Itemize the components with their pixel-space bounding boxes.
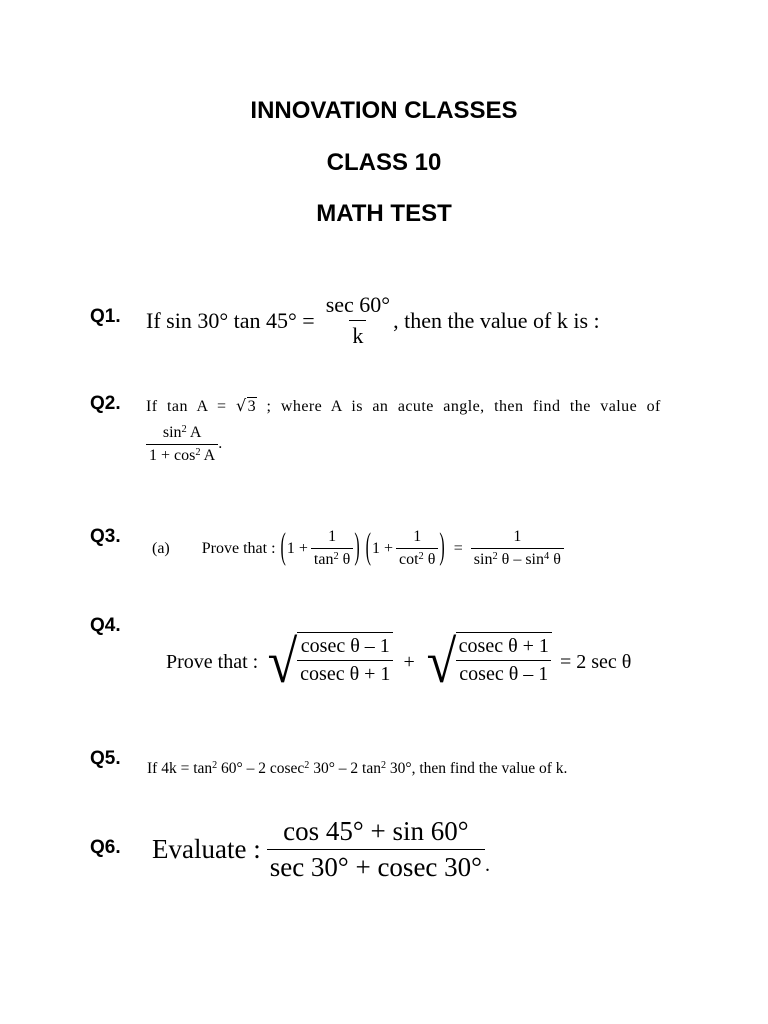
q6-numerator: cos 45° + sin 60° (283, 816, 469, 846)
q3-equals: = (453, 539, 463, 557)
question-6-label: Q6. (90, 837, 121, 858)
q4-fraction-1 (297, 635, 393, 686)
q3-denominator-2: $\cot^2 \theta$ (396, 548, 438, 569)
question-2-line-1 (146, 396, 661, 416)
q2-denominator: $1 + \cos^2 A$ (146, 444, 218, 465)
open-paren-icon: ( (365, 527, 371, 567)
question-5-label: Q5. (90, 748, 121, 769)
sqrt-icon: √ (267, 629, 298, 695)
q4-rhs: = 2 sec θ (559, 650, 632, 673)
q4-radical-2 (425, 629, 552, 695)
subject-title: MATH TEST (316, 200, 452, 227)
q6-evaluate-text: Evaluate : (152, 834, 261, 864)
q6-denominator: sec 30° + cosec 30° (267, 849, 485, 883)
q4-prove-text: Prove that : (166, 650, 259, 673)
question-3-label: Q3. (90, 526, 121, 547)
q3-fraction-2 (396, 528, 438, 569)
q3-part-label: (a) (152, 539, 170, 557)
q3-numerator-2: 1 (413, 528, 422, 545)
question-3-body (152, 528, 564, 569)
sqrt-icon: √ (235, 396, 247, 415)
q2-period: . (218, 435, 223, 453)
q3-denominator-1: $\tan^2 \theta$ (311, 548, 353, 569)
q4-radical-1 (266, 629, 393, 695)
q1-lhs: If sin 30° tan 45° = (146, 307, 315, 333)
q2-numerator: $\sin^2 A$ (162, 423, 202, 441)
question-4-label: Q4. (90, 615, 121, 636)
question-2-label: Q2. (90, 393, 121, 414)
q2-trail-text: ; where A is an acute angle, then find the value of (266, 398, 661, 415)
question-1-label: Q1. (90, 306, 121, 327)
q6-period: . (484, 854, 490, 876)
q2-lead-text: If tan A = (146, 398, 227, 415)
question-2-expression (146, 424, 222, 465)
q4-denominator-2: cosec θ – 1 (456, 660, 551, 686)
q3-one-a: 1 + (286, 539, 308, 557)
close-paren-icon: ) (439, 527, 445, 567)
q3-numerator-3: 1 (513, 528, 522, 545)
q4-fraction-2 (456, 635, 552, 686)
q3-prove-text: Prove that : (201, 539, 276, 557)
question-5-body: If $4k = \tan^2 60^\circ - 2$ cosec$^2$ 30° – 2 $\tan^2 30^\circ$, then find the value of k. (147, 759, 568, 777)
q4-denominator-1: cosec θ + 1 (297, 660, 393, 686)
q3-fraction-3 (471, 528, 564, 569)
q1-rhs: , then the value of k is : (393, 307, 600, 333)
close-paren-icon: ) (354, 527, 360, 567)
q2-sqrt-arg: 3 (247, 398, 257, 415)
q3-numerator-1: 1 (328, 528, 337, 545)
institute-title: INNOVATION CLASSES (250, 97, 518, 124)
question-6-body (152, 816, 490, 883)
q1-denominator: k (349, 320, 366, 349)
q4-plus: + (403, 650, 415, 673)
sqrt-icon: √ (426, 629, 457, 695)
q3-fraction-1 (311, 528, 353, 569)
q2-fraction (146, 424, 218, 465)
question-1-body (146, 292, 600, 349)
class-title: CLASS 10 (326, 149, 442, 176)
q6-fraction (267, 816, 485, 883)
q3-denominator-3: $\sin^2 \theta - \sin^4 \theta$ (471, 548, 564, 569)
q4-numerator-2: cosec θ + 1 (458, 635, 549, 657)
q1-fraction (323, 292, 393, 349)
question-4-body (166, 629, 632, 695)
open-paren-icon: ( (280, 527, 286, 567)
q1-numerator: sec 60° (325, 292, 391, 317)
q3-one-b: 1 + (371, 539, 393, 557)
q4-numerator-1: cosec θ – 1 (300, 635, 390, 657)
